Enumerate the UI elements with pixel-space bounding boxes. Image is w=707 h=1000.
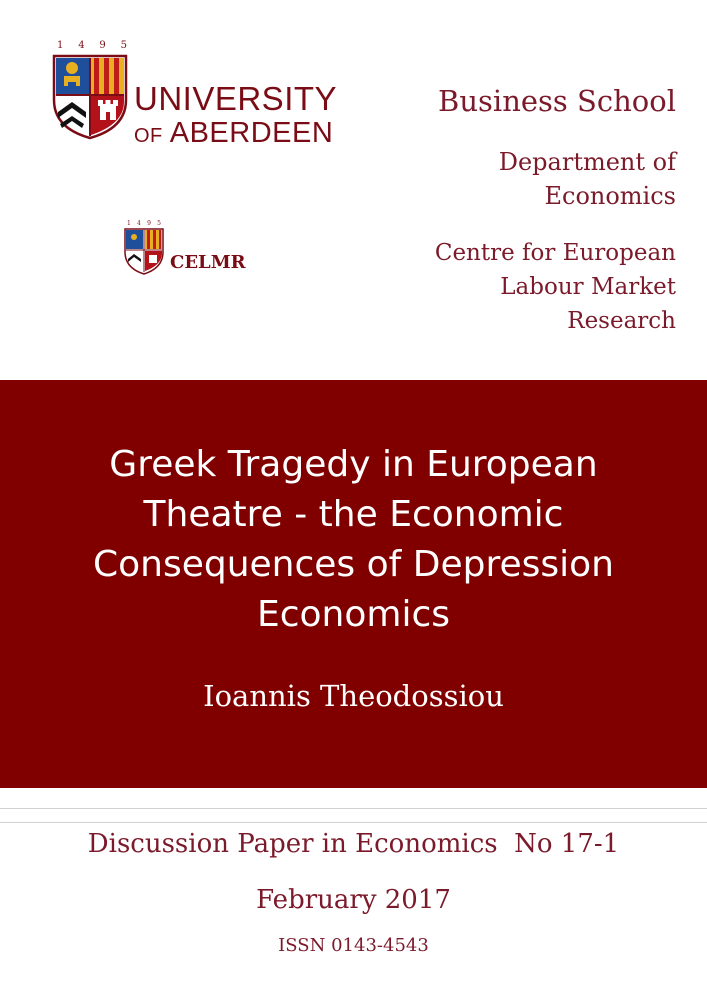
celmr-crest-logo — [124, 220, 164, 276]
department-heading — [499, 145, 676, 213]
crest-year-digit: 5 — [120, 40, 127, 51]
university-name-aberdeen: ABERDEEN — [169, 117, 334, 149]
paper-title — [40, 440, 667, 640]
paper-title-line: Greek Tragedy in European — [109, 444, 598, 485]
celmr-year-digit: 5 — [157, 220, 161, 227]
celmr-year-digit: 4 — [137, 220, 141, 227]
department-heading-line: Economics — [544, 182, 676, 210]
department-heading-line: Department of — [498, 148, 676, 176]
crest-year-digit: 9 — [99, 40, 106, 51]
author-name: Ioannis Theodossiou — [203, 679, 504, 713]
crest-year-digit: 1 — [57, 40, 64, 51]
university-name-line1: UNIVERSITY — [134, 80, 338, 117]
divider-rule — [0, 808, 707, 809]
crest-year-digit: 4 — [78, 40, 85, 51]
publication-date: February 2017 — [256, 885, 451, 915]
centre-heading-line: Labour Market — [500, 274, 676, 300]
university-crest-logo — [52, 40, 128, 140]
university-name-line2 — [134, 118, 333, 151]
paper-title-line: Economics — [256, 594, 451, 635]
centre-heading-line: Research — [567, 308, 676, 334]
paper-title-line: Theatre - the Economic — [143, 494, 564, 535]
centre-heading — [435, 236, 676, 338]
issn-number: ISSN 0143-4543 — [278, 935, 429, 956]
celmr-year-digit: 9 — [147, 220, 151, 227]
discussion-paper-series: Discussion Paper in Economics No 17-1 — [87, 829, 620, 859]
celmr-label: CELMR — [170, 252, 246, 273]
centre-heading-line: Centre for European — [434, 240, 676, 266]
paper-title-line: Consequences of Depression — [92, 544, 615, 585]
divider-rule — [0, 822, 707, 823]
business-school-heading: Business School — [438, 84, 676, 118]
celmr-year-digit: 1 — [127, 220, 131, 227]
university-name-of: OF — [134, 125, 163, 147]
